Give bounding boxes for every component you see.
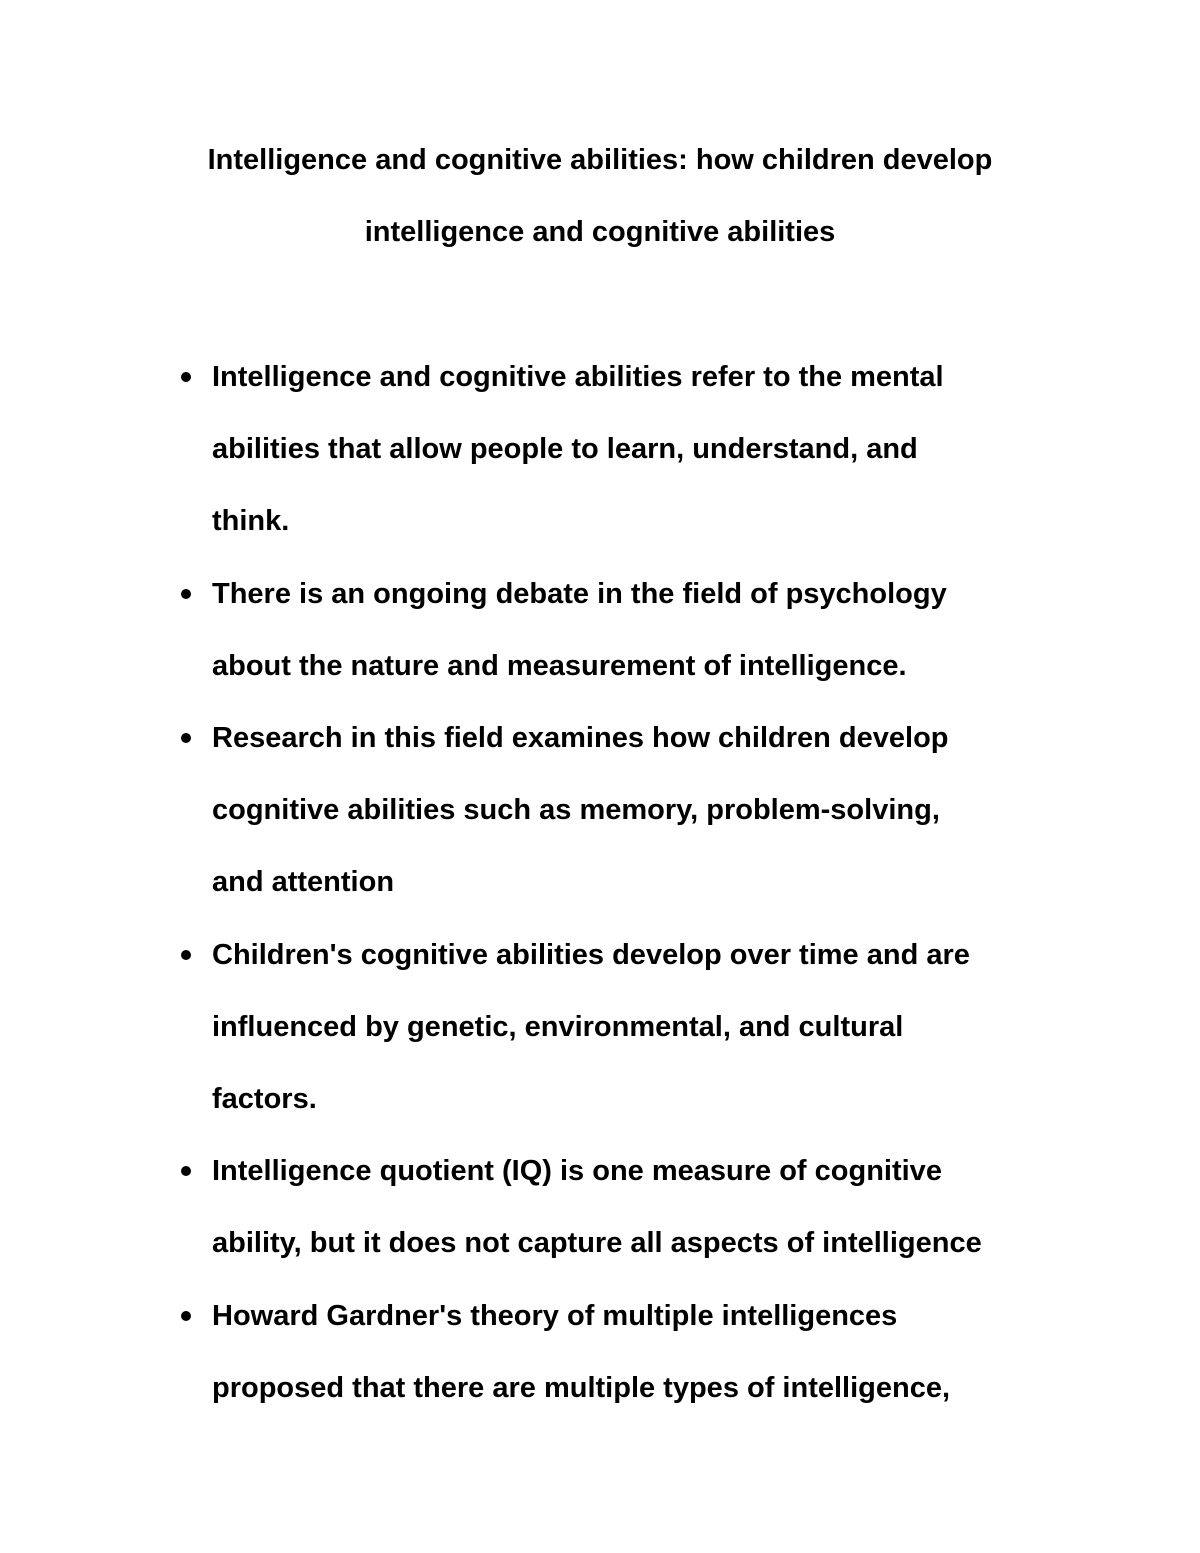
bullet-text-line: think. (212, 505, 290, 538)
document-title (150, 124, 1050, 268)
bullet-item (0, 1280, 1092, 1424)
bullet-text-line: about the nature and measurement of intelligence. (212, 649, 907, 682)
bullet-item (0, 341, 1092, 558)
bullet-text-line: influenced by genetic, environmental, and cultural (212, 1010, 904, 1043)
bullet-text-line: Intelligence and cognitive abilities refer to the mental (212, 361, 944, 393)
bullet-text-line: There is an ongoing debate in the field of psychology (212, 577, 947, 610)
bullet-dot-icon (181, 1166, 191, 1176)
bullet-item (0, 919, 1092, 1136)
bullet-text-line: cognitive abilities such as memory, problem-solving, (212, 794, 940, 827)
bullet-list (0, 341, 1092, 1424)
bullet-dot-icon (181, 372, 191, 382)
bullet-text-line: Children's cognitive abilities develop over time and are (212, 938, 970, 971)
bullet-text-line: ability, but it does not capture all aspects of intelligence (212, 1227, 982, 1260)
title-line: Intelligence and cognitive abilities: how children develop (207, 144, 993, 176)
bullet-text-line: Intelligence quotient (IQ) is one measure of cognitive (212, 1155, 942, 1188)
bullet-item (0, 1135, 1092, 1279)
bullet-dot-icon (181, 1311, 191, 1321)
bullet-dot-icon (181, 950, 191, 960)
title-line: intelligence and cognitive abilities (364, 216, 836, 248)
bullet-text-line: factors. (212, 1083, 317, 1116)
bullet-text-line: and attention (212, 866, 395, 899)
bullet-text-line: proposed that there are multiple types of intelligence, (212, 1371, 951, 1404)
bullet-item (0, 558, 1092, 702)
bullet-item (0, 702, 1092, 919)
bullet-text-line: Research in this field examines how children develop (212, 722, 949, 755)
bullet-text-line: Howard Gardner's theory of multiple intelligences (212, 1299, 898, 1332)
bullet-dot-icon (181, 733, 191, 743)
bullet-text-line: abilities that allow people to learn, understand, and (212, 433, 918, 466)
bullet-dot-icon (181, 589, 191, 599)
